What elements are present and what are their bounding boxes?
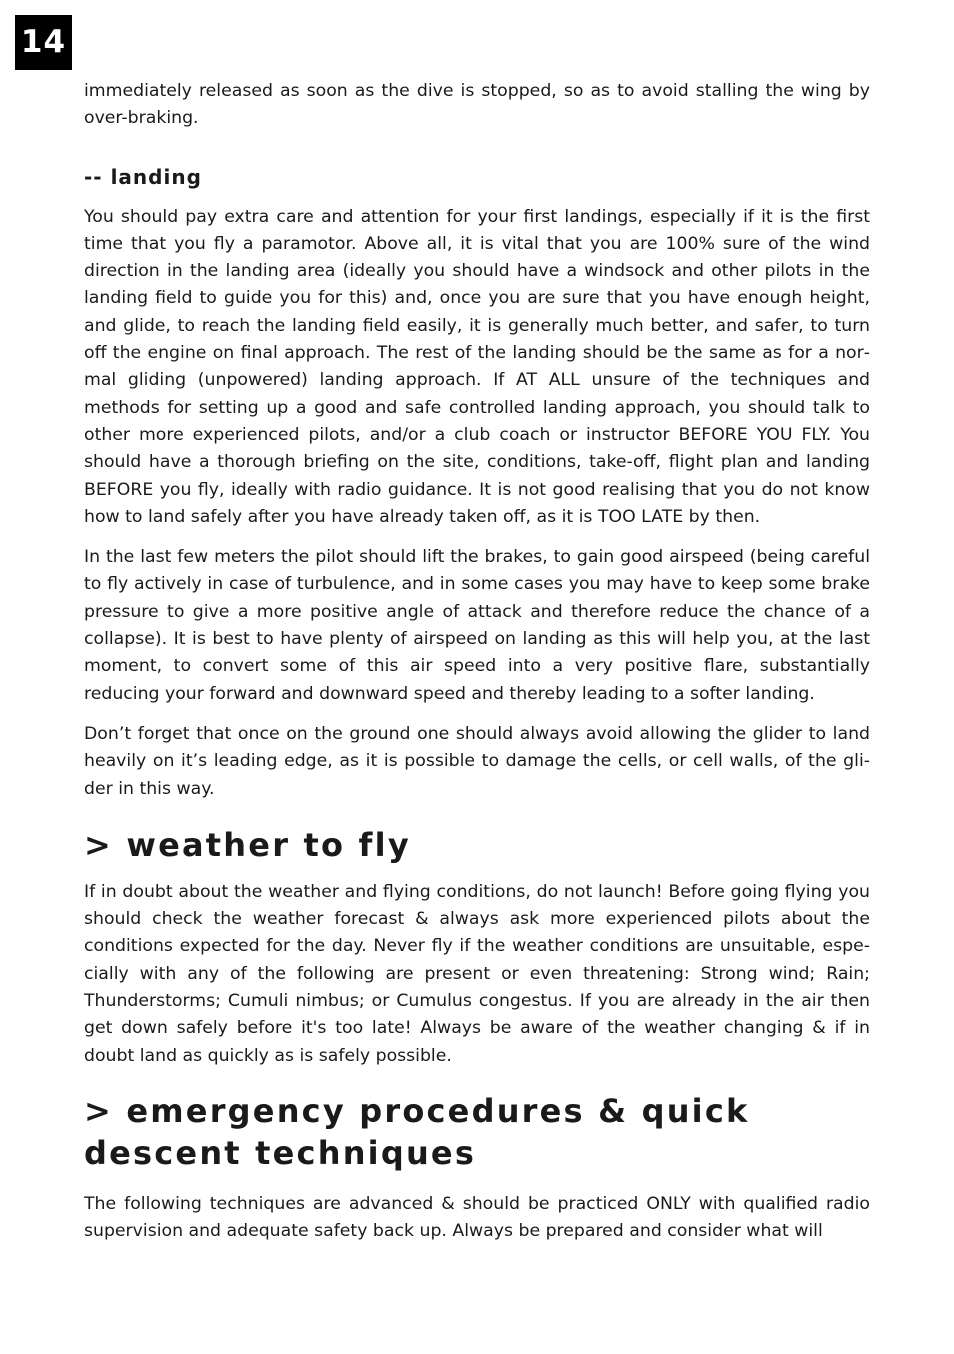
landing-paragraph-1: You should pay extra care and attention for your first landings, especially if it is the first time that you fly a paramotor. Above all, it is vital that you are 100% sure of the wind direction in the landing area (ideally you should have a windsock and other pilots in the landing field to guide you for this) and, once you are sure that you have enough height, and glide, to reach the landing field easily, it is generally much better, and safer, to turn off the engine on final approach. The rest of the landing should be the same as for a normal gliding (unpowered) landing approach. If AT ALL unsure of the techniques and methods for setting up a good and safe controlled landing approach, you should talk to other more experienced pilots, and/or a club coach or instructor BEFORE YOU FLY. You should have a thorough briefing on the site, conditions, take-off, flight plan and landing BEFORE you fly, ideally with radio guidance. It is not good realising that you do not know how to land safely after you have already taken off, as it is TOO LATE by then. — [84, 206, 870, 527]
page-number: 14 — [15, 15, 72, 70]
emergency-heading: > emergency procedures & quick descent techniques — [84, 1091, 750, 1172]
landing-paragraph-3: Don’t forget that once on the ground one should always avoid allowing the glider to land heavily on it’s leading edge, as it is possible to damage the cells, or cell walls, of the glider in this way. — [84, 723, 870, 799]
weather-heading: > weather to fly — [84, 825, 411, 864]
weather-paragraph: If in doubt about the weather and flying conditions, do not launch! Before going flying you should check the weather forecast & always ask more experienced pilots about the conditions expected for the day. Never fly if the weather conditions are unsuitable, especially with any of the following are present or even threatening: Strong wind; Rain; Thunderstorms; Cumuli nimbus; or Cumulus congestus. If you are already in the air then get down safely before it's too late! Always be aware of the weather changing & if in doubt land as quickly as is safely possible. — [84, 881, 870, 1066]
intro-paragraph: immediately released as soon as the dive is stopped, so as to avoid stalling the wing by over-braking. — [84, 81, 870, 129]
page-content — [84, 78, 870, 1259]
landing-paragraph-2: In the last few meters the pilot should lift the brakes, to gain good airspeed (being careful to fly actively in case of turbulence, and in some cases you may have to keep some brake pressure to give a more positive angle of attack and therefore reduce the chance of a collapse). It is best to have plenty of airspeed on landing as this will help you, at the last moment, to convert some of this air speed into a very positive flare, substantially reducing your forward and downward speed and thereby leading to a softer landing. — [84, 547, 870, 704]
landing-heading: -- landing — [84, 164, 202, 189]
emergency-paragraph: The following techniques are advanced & should be practiced ONLY with qualified radio supervision and adequate safety back up. Always be prepared and consider what will — [84, 1193, 870, 1242]
